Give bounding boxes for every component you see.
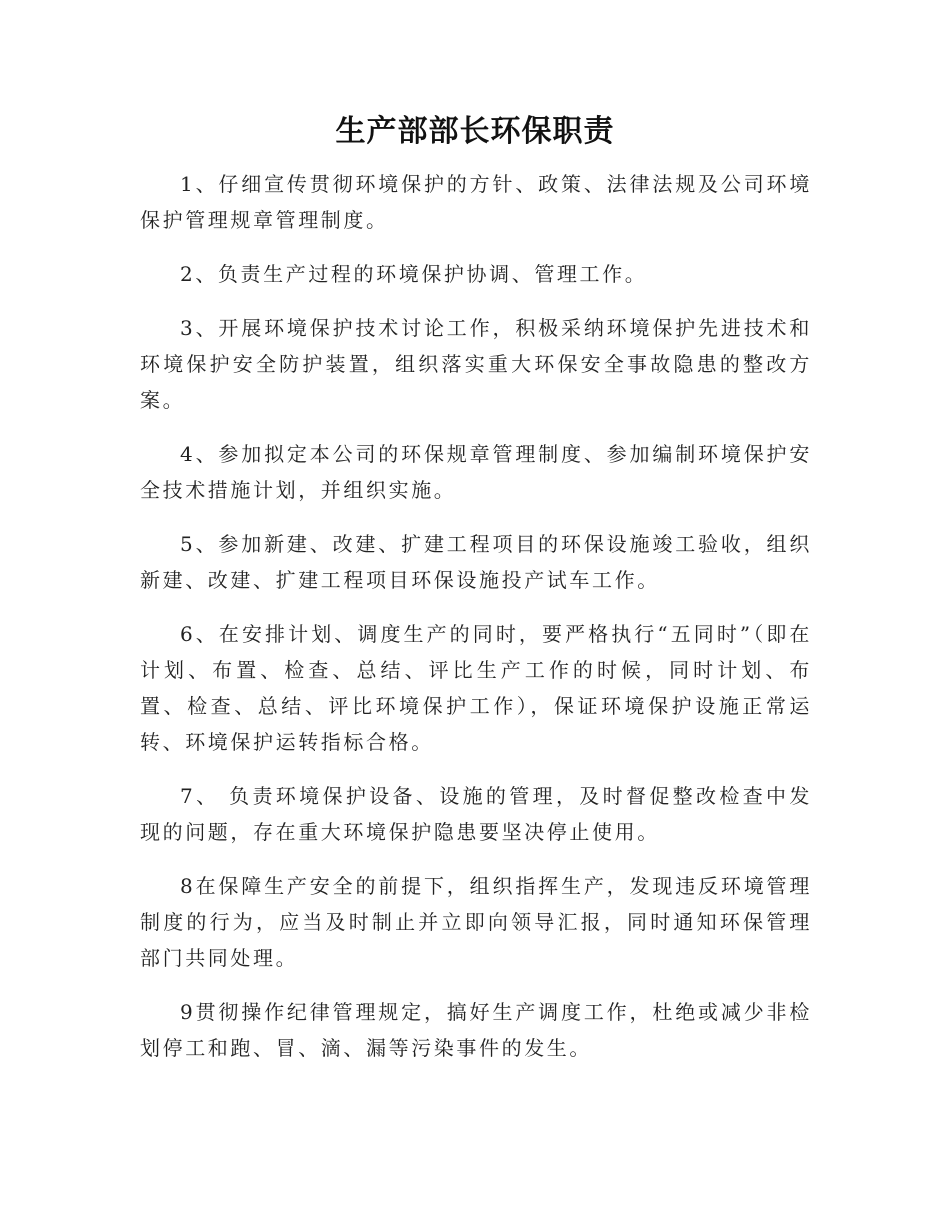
paragraph-7: 7、 负责环境保护设备、设施的管理，及时督促整改检查中发现的问题，存在重大环境保护隐患要坚决停止使用。 xyxy=(140,784,812,844)
paragraph-4: 4、参加拟定本公司的环保规章管理制度、参加编制环境保护安全技术措施计划，并组织实施。 xyxy=(140,442,812,502)
document-body xyxy=(140,166,812,1084)
paragraph-2: 2、负责生产过程的环境保护协调、管理工作。 xyxy=(180,262,648,286)
paragraph-9: 9贯彻操作纪律管理规定，搞好生产调度工作，杜绝或减少非检划停工和跑、冒、滴、漏等污染事件的发生。 xyxy=(140,1000,812,1060)
paragraph-1: 1、仔细宣传贯彻环境保护的方针、政策、法律法规及公司环境保护管理规章管理制度。 xyxy=(140,172,812,232)
paragraph-3: 3、开展环境保护技术讨论工作，积极采纳环境保护先进技术和环境保护安全防护装置，组织落实重大环保安全事故隐患的整改方案。 xyxy=(140,316,812,412)
paragraph-5: 5、参加新建、改建、扩建工程项目的环保设施竣工验收，组织新建、改建、扩建工程项目环保设施投产试车工作。 xyxy=(140,532,812,592)
paragraph-6: 6、在安排计划、调度生产的同时，要严格执行“五同时”（即在计划、布置、检查、总结、评比生产工作的时候，同时计划、布置、检查、总结、评比环境保护工作），保证环境保护设施正常运转、环境保护运转指标合格。 xyxy=(140,622,812,754)
document-title: 生产部部长环保职责 xyxy=(335,114,615,149)
paragraph-8: 8在保障生产安全的前提下，组织指挥生产，发现违反环境管理制度的行为，应当及时制止并立即向领导汇报，同时通知环保管理部门共同处理。 xyxy=(140,874,812,970)
